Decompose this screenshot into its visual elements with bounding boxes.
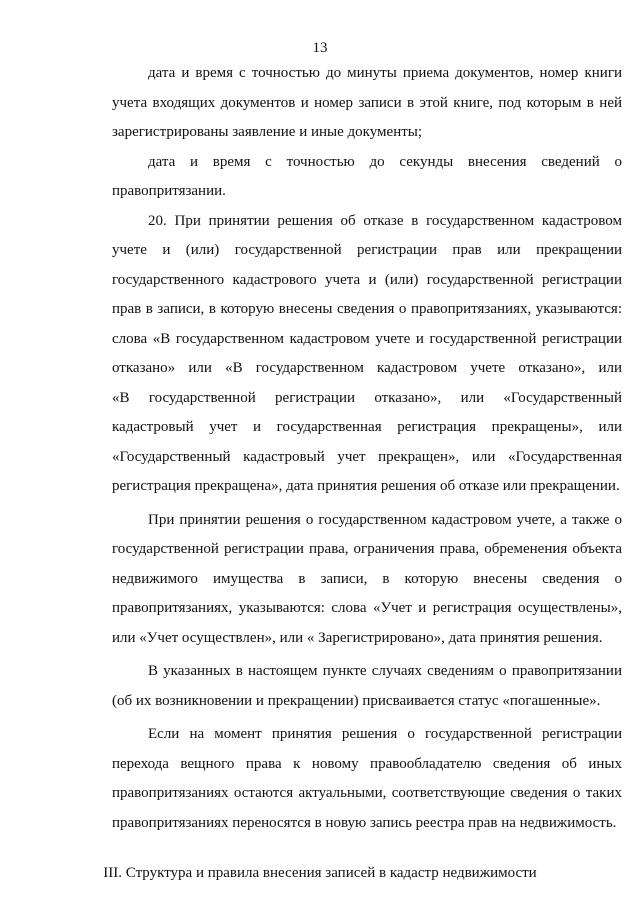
- text-line: (об их возникновении и прекращении) присваивается статус «погашенные».: [112, 693, 601, 709]
- text-line: отказано» или «В государственном кадастровом учете отказано», или: [112, 360, 622, 376]
- text-line: перехода вещного права к новому правообладателю сведения об иных: [112, 756, 622, 772]
- text-line: «В государственной регистрации отказано», или «Государственный: [112, 390, 622, 406]
- text-line: В указанных в настоящем пункте случаях сведениям о правопритязании: [148, 663, 622, 679]
- text-line: или «Учет осуществлен», или « Зарегистрировано», дата принятия решения.: [112, 630, 603, 646]
- text-line: дата и время с точностью до минуты приема документов, номер книги: [148, 65, 622, 81]
- text-line: государственной регистрации права, ограничения права, обременения объекта: [112, 541, 622, 557]
- text-line: регистрация прекращена», дата принятия решения об отказе или прекращении.: [112, 478, 620, 494]
- text-line: слова «В государственном кадастровом учете и государственной регистрации: [112, 331, 622, 347]
- text-line: правопритязаниях, указываются: слова «Учет и регистрация осуществлены»,: [112, 600, 622, 616]
- text-line: При принятии решения о государственном кадастровом учете, а также о: [148, 512, 622, 528]
- text-line: дата и время с точностью до секунды внесения сведений о: [148, 154, 622, 170]
- text-line: правопритязаниях переносятся в новую запись реестра прав на недвижимость.: [112, 815, 617, 831]
- text-line: правопритязаниях остаются актуальными, соответствующие сведения о таких: [112, 785, 622, 801]
- text-line: «Государственный кадастровый учет прекращен», или «Государственная: [112, 449, 622, 465]
- text-line: недвижимого имущества в записи, в которую внесены сведения о: [112, 571, 622, 587]
- text-line: учета входящих документов и номер записи в этой книге, под которым в ней: [112, 95, 622, 111]
- text-line: правопритязании.: [112, 183, 226, 199]
- page-number: 13: [312, 40, 328, 56]
- text-line: зарегистрированы заявление и иные документы;: [112, 124, 423, 140]
- text-line: государственного кадастрового учета и (или) государственной регистрации: [112, 272, 622, 288]
- text-line: учете и (или) государственной регистрации прав или прекращении: [112, 242, 622, 258]
- text-line: Если на момент принятия решения о государственной регистрации: [148, 726, 622, 742]
- text-line: 20. При принятии решения об отказе в государственном кадастровом: [148, 213, 622, 229]
- section-heading: III. Структура и правила внесения записей в кадастр недвижимости: [103, 865, 537, 881]
- text-line: кадастровый учет и государственная регистрация прекращены», или: [112, 419, 622, 435]
- text-line: прав в записи, в которую внесены сведения о правопритязаниях, указываются:: [112, 301, 622, 317]
